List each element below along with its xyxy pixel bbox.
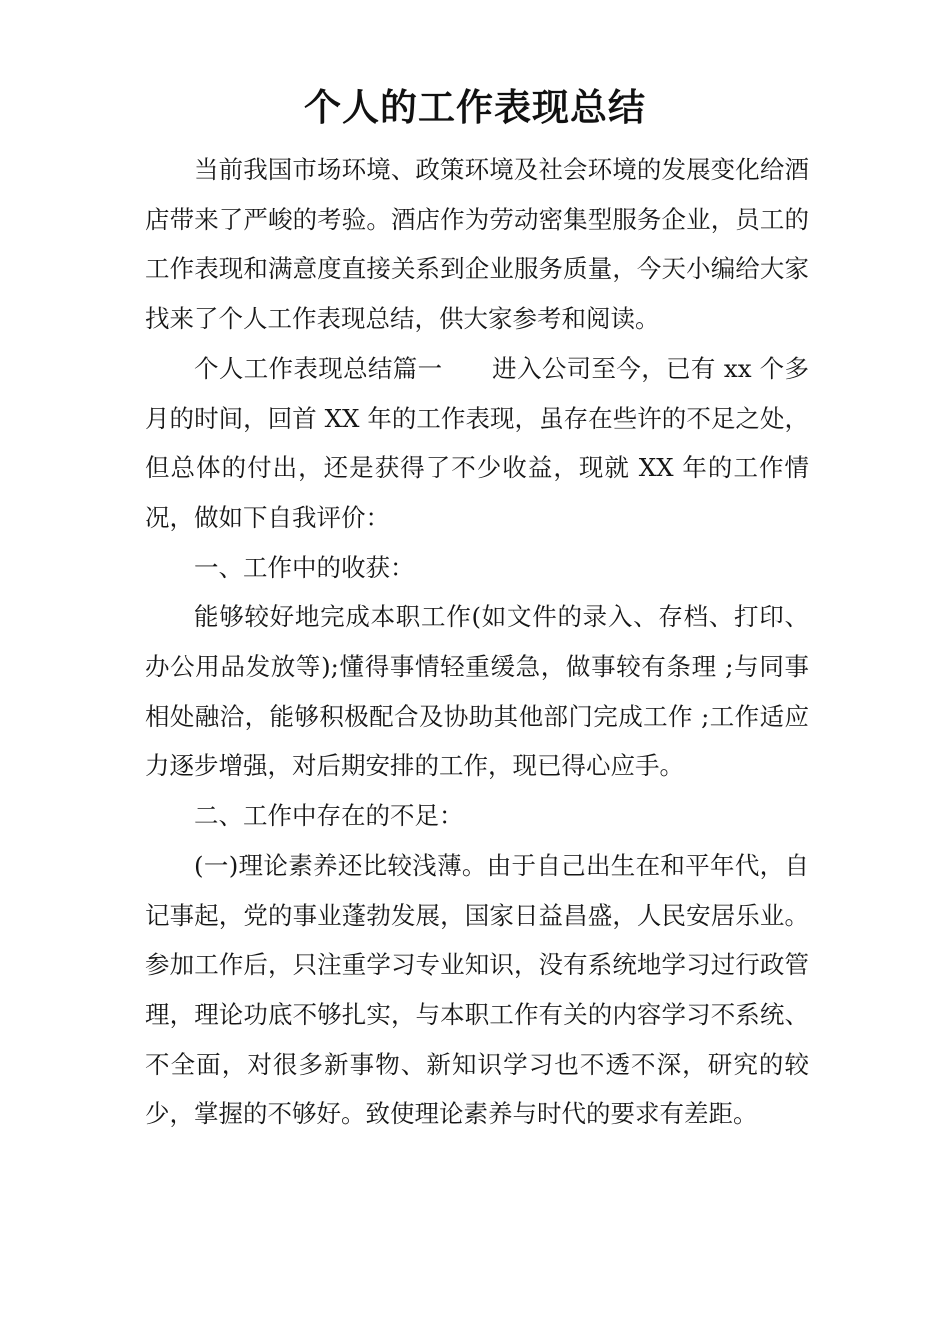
paragraph-intro: 当前我国市场环境、政策环境及社会环境的发展变化给酒店带来了严峻的考验。酒店作为劳动密集型服务企业，员工的工作表现和满意度直接关系到企业服务质量，今天小编给大家找来了个人工作表现总结，供大家参考和阅读。	[145, 155, 809, 334]
paragraph-shortcomings-one: (一)理论素养还比较浅薄。由于自己出生在和平年代，自记事起，党的事业蓬勃发展，国家日益昌盛，人民安居乐业。参加工作后，只注重学习专业知识，没有系统地学习过行政管理，理论功底不够扎实，与本职工作有关的内容学习不系统、不全面，对很多新事物、新知识学习也不透不深，研究的较少，掌握的不够好。致使理论素养与时代的要求有差距。	[145, 850, 809, 1129]
document-body	[145, 145, 809, 1139]
heading-shortcomings: 二、工作中存在的不足：	[194, 801, 464, 831]
paragraph-section-one-opening: 个人工作表现总结篇一 进入公司至今，已有 xx 个多月的时间，回首 XX 年的工作表现，虽存在些许的不足之处，但总体的付出，还是获得了不少收益，现就 XX 年的工作情况，做如下自我评价：	[145, 353, 809, 532]
paragraph-gains: 能够较好地完成本职工作(如文件的录入、存档、打印、办公用品发放等);懂得事情轻重缓急，做事较有条理 ;与同事相处融洽，能够积极配合及协助其他部门完成工作 ;工作适应力逐步增强，对后期安排的工作，现已得心应手。	[145, 602, 809, 781]
heading-gains: 一、工作中的收获：	[194, 552, 415, 582]
document-title: 个人的工作表现总结	[304, 85, 646, 129]
